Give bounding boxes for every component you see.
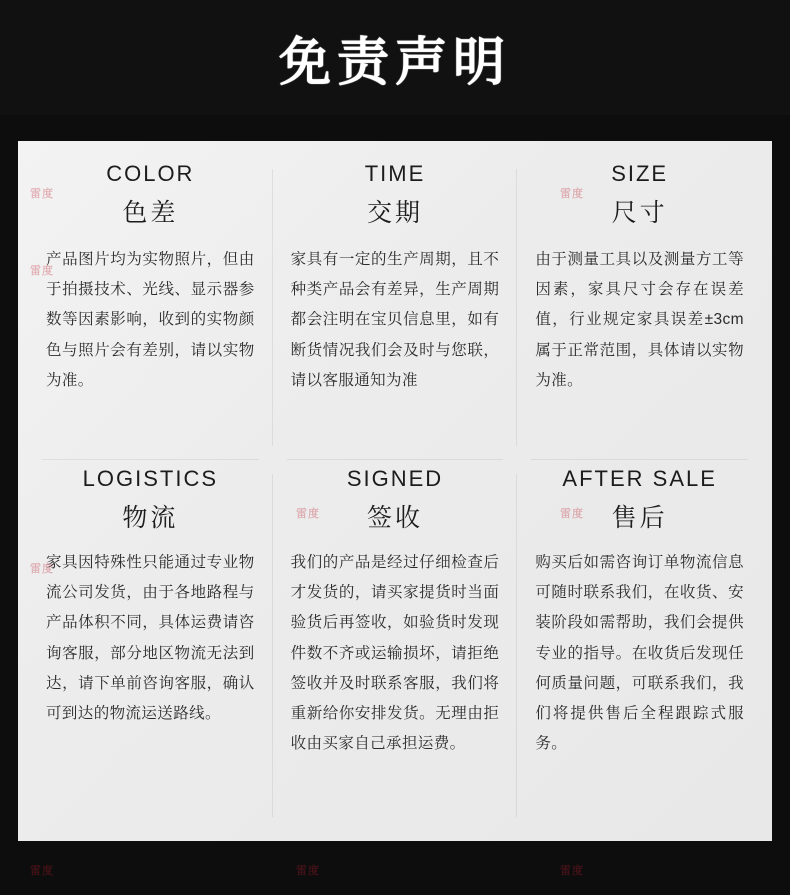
disclaimer-panel [18, 141, 772, 841]
section-size [517, 155, 762, 460]
watermark-text: 雷度 [30, 563, 54, 575]
section-heading [291, 466, 500, 534]
section-heading [46, 466, 255, 534]
section-title-en: SIGNED [346, 466, 444, 491]
section-heading [46, 161, 255, 229]
section-title-en: SIZE [611, 161, 669, 186]
section-title-zh: 尺寸 [611, 199, 668, 227]
watermark-text: 雷度 [30, 265, 54, 277]
watermark-text: 雷度 [296, 865, 320, 877]
section-title-zh: 交期 [366, 199, 423, 227]
section-heading [291, 161, 500, 229]
watermark-text: 雷度 [30, 865, 54, 877]
section-title-zh: 物流 [122, 504, 179, 532]
section-title-en: COLOR [106, 161, 195, 186]
section-text: 家具因特殊性只能通过专业物流公司发货，由于各地路程与产品体积不同，具体运费请咨询客服，部分地区物流无法到达，请下单前咨询客服，确认可到达的物流运送路线。 [46, 554, 255, 723]
watermark-text: 雷度 [560, 188, 584, 200]
section-title-en: AFTER SALE [562, 466, 717, 491]
section-color [28, 155, 273, 460]
watermark-text: 雷度 [296, 508, 320, 520]
section-text: 由于测量工具以及测量方工等因素，家具尺寸会存在误差值，行业规定家具误差±3cm属于正常范围，具体请以实物为准。 [535, 251, 744, 389]
section-title-en: TIME [364, 161, 426, 186]
page-title: 免责声明 [278, 34, 511, 92]
section-heading [535, 466, 744, 534]
watermark-text: 雷度 [560, 508, 584, 520]
section-after-sale [517, 460, 762, 831]
section-time [273, 155, 518, 460]
section-title-zh: 色差 [122, 199, 179, 227]
section-title-en: LOGISTICS [82, 466, 218, 491]
section-title-zh: 售后 [611, 504, 668, 532]
section-text: 家具有一定的生产周期，且不种类产品会有差异，生产周期都会注明在宝贝信息里，如有断货情况我们会及时与您联，请以客服通知为准 [290, 251, 500, 389]
watermark-text: 雷度 [30, 188, 54, 200]
section-signed [273, 460, 518, 831]
section-title-zh: 签收 [366, 504, 423, 532]
section-heading [535, 161, 744, 229]
watermark-text: 雷度 [560, 865, 584, 877]
section-logistics [28, 460, 273, 831]
section-text: 产品图片均为实物照片，但由于拍摄技术、光线、显示器参数等因素影响，收到的实物颜色与照片会有差别，请以实物为准。 [46, 251, 255, 389]
section-text: 我们的产品是经过仔细检查后才发货的，请买家提货时当面验货后再签收，如验货时发现件数不齐或运输损坏，请拒绝签收并及时联系客服，我们将重新给你安排发货。无理由拒收由买家自己承担运费。 [290, 554, 500, 753]
section-text: 购买后如需咨询订单物流信息可随时联系我们，在收货、安装阶段如需帮助，我们会提供专业的指导。在收货后发现任何质量问题，可联系我们，我们将提供售后全程跟踪式服务。 [535, 554, 744, 753]
disclaimer-grid [28, 155, 762, 831]
page-header [0, 0, 790, 115]
